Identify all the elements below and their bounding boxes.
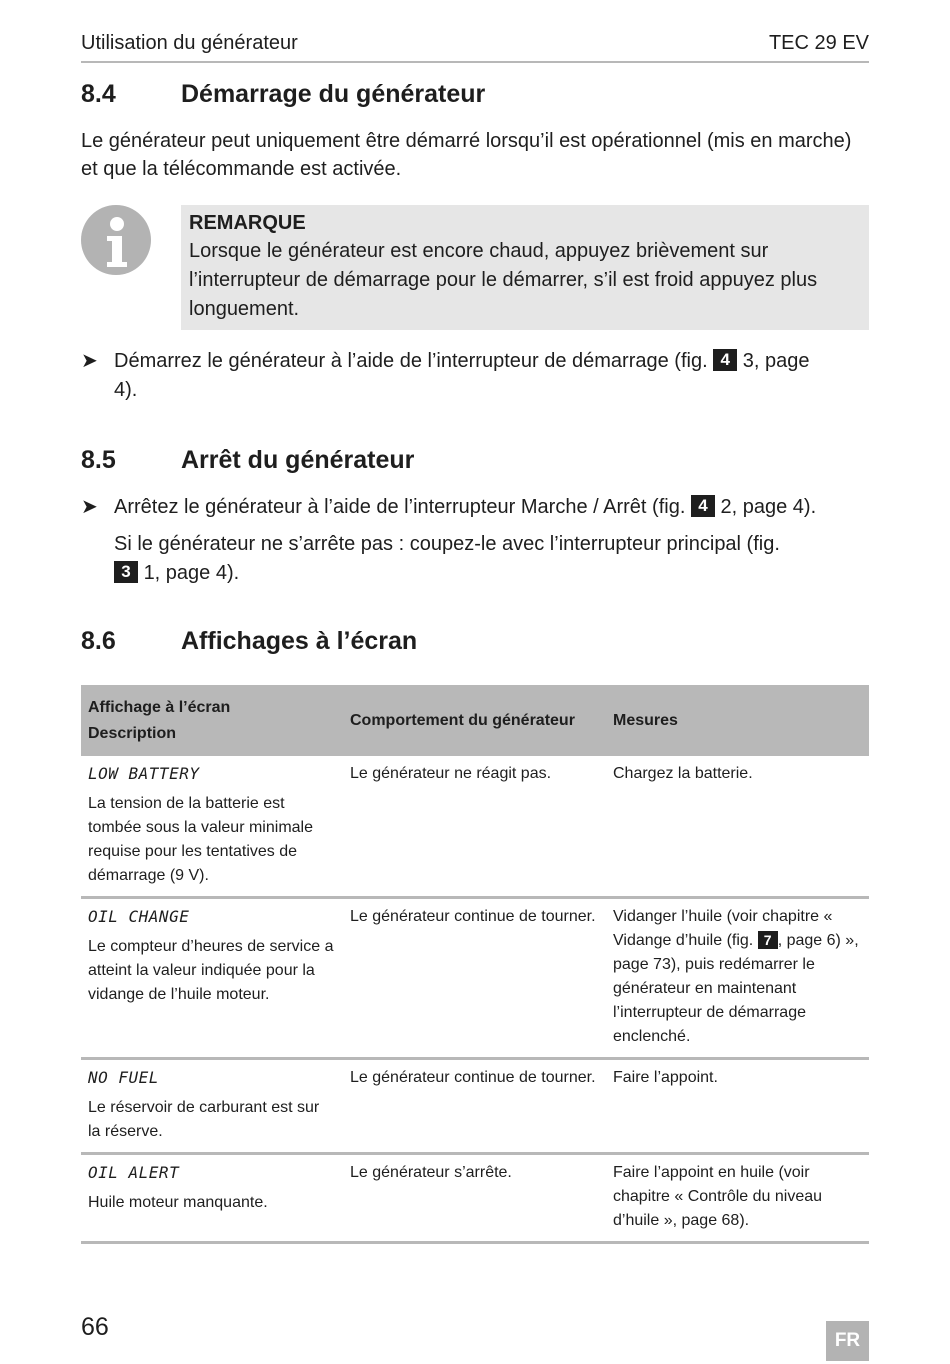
step-stop-generator [81, 493, 881, 522]
column-header-behavior: Comportement du générateur [343, 685, 606, 756]
measure-text: Vidanger l’huile (voir chapitre « Vidange d’huile (fig. [613, 908, 833, 949]
display-cell [81, 1154, 343, 1243]
figure-badge: 4 [691, 495, 715, 517]
note-title: REMARQUE [189, 212, 306, 234]
measure-cell: Chargez la batterie. [606, 756, 869, 898]
display-cell [81, 1059, 343, 1154]
figure-badge: 3 [114, 561, 138, 583]
header-description-label: Description [88, 724, 177, 742]
step-text: Arrêtez le générateur à l’aide de l’interrupteur Marche / Arrêt (fig. [114, 496, 686, 518]
behavior-cell: Le générateur continue de tourner. [343, 898, 606, 1059]
display-description: La tension de la batterie est tombée sous la valeur minimale requise pour les tentatives de démarrage (9 V). [88, 795, 313, 884]
step-arrow-icon: ➤ [81, 350, 98, 372]
note-text: Lorsque le générateur est encore chaud, appuyez brièvement sur l’interrupteur de démarrage pour le démarrer, s’il est froid appuyez plus longuement. [189, 240, 818, 320]
step-text-end: 2, page 4). [720, 496, 817, 518]
measure-text-end: , page 6) », page 73), puis redémarrer le générateur en maintenant l’interrupteur de démarrage enclenché. [613, 932, 859, 1045]
step-start-generator [81, 347, 881, 405]
table-header-row [81, 685, 869, 756]
section-8-5-heading [81, 446, 414, 475]
section-title: Affichages à l’écran [181, 627, 418, 655]
step-stop-fallback [81, 530, 881, 588]
table-row [81, 1059, 869, 1154]
table-row [81, 1154, 869, 1243]
measure-cell: Faire l’appoint en huile (voir chapitre « Contrôle du niveau d’huile », page 68). [606, 1154, 869, 1243]
header-display-label: Affichage à l’écran [88, 698, 231, 716]
language-tab: FR [826, 1321, 869, 1361]
display-cell [81, 898, 343, 1059]
behavior-cell: Le générateur continue de tourner. [343, 1059, 606, 1154]
behavior-cell: Le générateur ne réagit pas. [343, 756, 606, 898]
section-number: 8.4 [81, 80, 116, 108]
measure-cell [606, 898, 869, 1059]
section-title: Démarrage du générateur [181, 80, 486, 108]
display-code: LOW BATTERY [88, 764, 200, 783]
fallback-text-end: 1, page 4). [143, 562, 240, 584]
step-text: Démarrez le générateur à l’aide de l’interrupteur de démarrage (fig. [114, 350, 708, 372]
header-model: TEC 29 EV [768, 32, 869, 54]
page-header [81, 30, 869, 63]
page-number: 66 [81, 1313, 109, 1341]
display-cell [81, 756, 343, 898]
display-code: OIL ALERT [88, 1163, 180, 1182]
section-8-4-intro: Le générateur peut uniquement être démarré lorsqu’il est opérationnel (mis en marche) et que la télécommande est activée. [81, 130, 852, 180]
figure-badge: 4 [713, 349, 737, 371]
header-section-title: Utilisation du générateur [81, 32, 298, 54]
step-text-end: 3, page 4). [114, 350, 810, 401]
info-icon [81, 205, 151, 275]
section-title: Arrêt du générateur [181, 446, 415, 474]
section-8-4-heading [81, 80, 485, 109]
fallback-text: Si le générateur ne s’arrête pas : coupez-le avec l’interrupteur principal (fig. [114, 533, 780, 555]
column-header-display [81, 685, 343, 756]
section-number: 8.6 [81, 627, 116, 655]
step-arrow-icon: ➤ [81, 496, 98, 518]
display-description: Le réservoir de carburant est sur la réserve. [88, 1099, 320, 1140]
table-row [81, 898, 869, 1059]
column-header-measures: Mesures [606, 685, 869, 756]
display-messages-table [81, 685, 869, 1244]
section-number: 8.5 [81, 446, 116, 474]
display-description: Huile moteur manquante. [88, 1194, 268, 1211]
figure-badge: 7 [758, 931, 778, 949]
measure-cell: Faire l’appoint. [606, 1059, 869, 1154]
table-row [81, 756, 869, 898]
display-description: Le compteur d’heures de service a atteint la valeur indiquée pour la vidange de l’huile moteur. [88, 938, 334, 1003]
note-box [181, 205, 869, 330]
display-code: OIL CHANGE [88, 907, 190, 926]
display-code: NO FUEL [88, 1068, 159, 1087]
behavior-cell: Le générateur s’arrête. [343, 1154, 606, 1243]
section-8-6-heading [81, 627, 417, 656]
